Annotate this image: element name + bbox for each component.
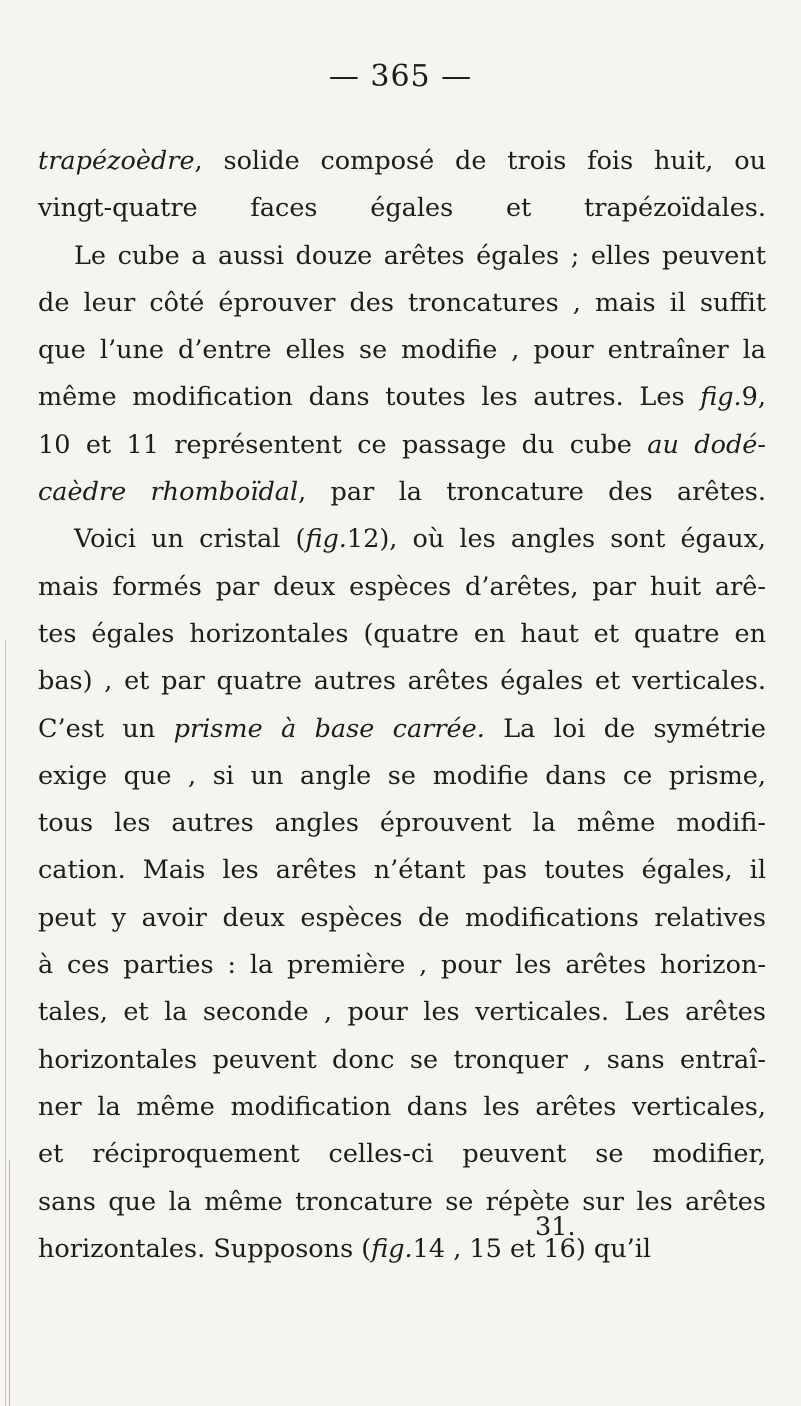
signature-mark: 31.	[535, 1212, 576, 1242]
text-line	[38, 847, 766, 894]
text-line	[38, 138, 766, 185]
text-line	[38, 422, 766, 469]
text-run: même modification dans toutes les autres. Les	[38, 382, 701, 413]
text-line	[38, 185, 766, 232]
text-line	[38, 1037, 766, 1084]
margin-shadow-line	[9, 1160, 10, 1406]
text-run: Le cube a aussi douze arêtes égales ; elles peuvent	[74, 240, 766, 271]
text-run: , par la troncature des arêtes.	[298, 477, 766, 508]
text-run: horizontales peuvent donc se tronquer , sans entraî-	[38, 1044, 766, 1075]
text-run: que l’une d’entre elles se modifie , pour entraîner la	[38, 335, 766, 366]
italic-text: prisme à base carrée.	[173, 713, 485, 744]
text-line	[38, 753, 766, 800]
text-run: peut y avoir deux espèces de modifications relatives	[38, 902, 766, 933]
text-line	[38, 516, 766, 563]
text-run: C’est un	[38, 713, 174, 744]
text-line	[38, 564, 766, 611]
text-line	[38, 469, 766, 516]
text-run: 12), où les angles sont égaux,	[346, 524, 766, 555]
text-line	[38, 374, 766, 421]
text-line	[38, 280, 766, 327]
text-run: vingt-quatre faces égales et trapézoïdales.	[38, 193, 766, 224]
text-line	[38, 233, 766, 280]
italic-text: fig.	[305, 524, 347, 555]
text-line	[38, 1131, 766, 1178]
text-run: ner la même modification dans les arêtes verticales,	[38, 1091, 766, 1122]
text-line	[38, 1179, 766, 1226]
text-line	[38, 1226, 766, 1273]
text-line	[38, 800, 766, 847]
italic-text: fig.	[700, 382, 742, 413]
text-run: 10 et 11 représentent ce passage du cube	[38, 429, 648, 460]
italic-text: caèdre rhomboïdal	[38, 477, 299, 508]
text-run: horizontales. Supposons (	[38, 1233, 372, 1264]
text-run: mais formés par deux espèces d’arêtes, par huit arê-	[38, 571, 766, 602]
margin-shadow-line	[5, 640, 6, 1406]
text-run: 14 , 15 et 16) qu’il	[412, 1233, 652, 1264]
italic-text: fig.	[371, 1233, 413, 1264]
text-line	[38, 942, 766, 989]
text-run: et réciproquement celles-ci peuvent se modifier,	[38, 1139, 766, 1170]
text-run: Voici un cristal (	[74, 524, 306, 555]
body-text	[38, 138, 766, 1273]
text-run: à ces parties : la première , pour les arêtes horizon-	[38, 950, 766, 981]
text-line	[38, 1084, 766, 1131]
text-line	[38, 706, 766, 753]
italic-text: trapézoèdre	[38, 146, 195, 176]
text-run: 9,	[741, 382, 766, 413]
italic-text: au dodé-	[647, 429, 766, 460]
text-line	[38, 327, 766, 374]
text-run: , solide composé de trois fois huit, ou	[194, 146, 766, 176]
text-line	[38, 895, 766, 942]
text-line	[38, 989, 766, 1036]
text-run: bas) , et par quatre autres arêtes égales et verticales.	[38, 666, 766, 697]
text-run: tes égales horizontales (quatre en haut et quatre en	[38, 618, 766, 649]
text-line	[38, 658, 766, 705]
text-run: exige que , si un angle se modifie dans ce prisme,	[38, 760, 766, 791]
text-run: La loi de symétrie	[484, 713, 766, 744]
text-run: cation. Mais les arêtes n’étant pas toutes égales, il	[38, 855, 766, 886]
page-number-header: — 365 —	[328, 59, 473, 94]
text-line	[38, 611, 766, 658]
text-run: tales, et la seconde , pour les verticales. Les arêtes	[38, 997, 766, 1028]
text-run: de leur côté éprouver des troncatures , mais il suffit	[38, 287, 766, 318]
text-run: sans que la même troncature se répète sur les arêtes	[38, 1186, 766, 1217]
text-run: tous les autres angles éprouvent la même modifi-	[38, 808, 766, 839]
